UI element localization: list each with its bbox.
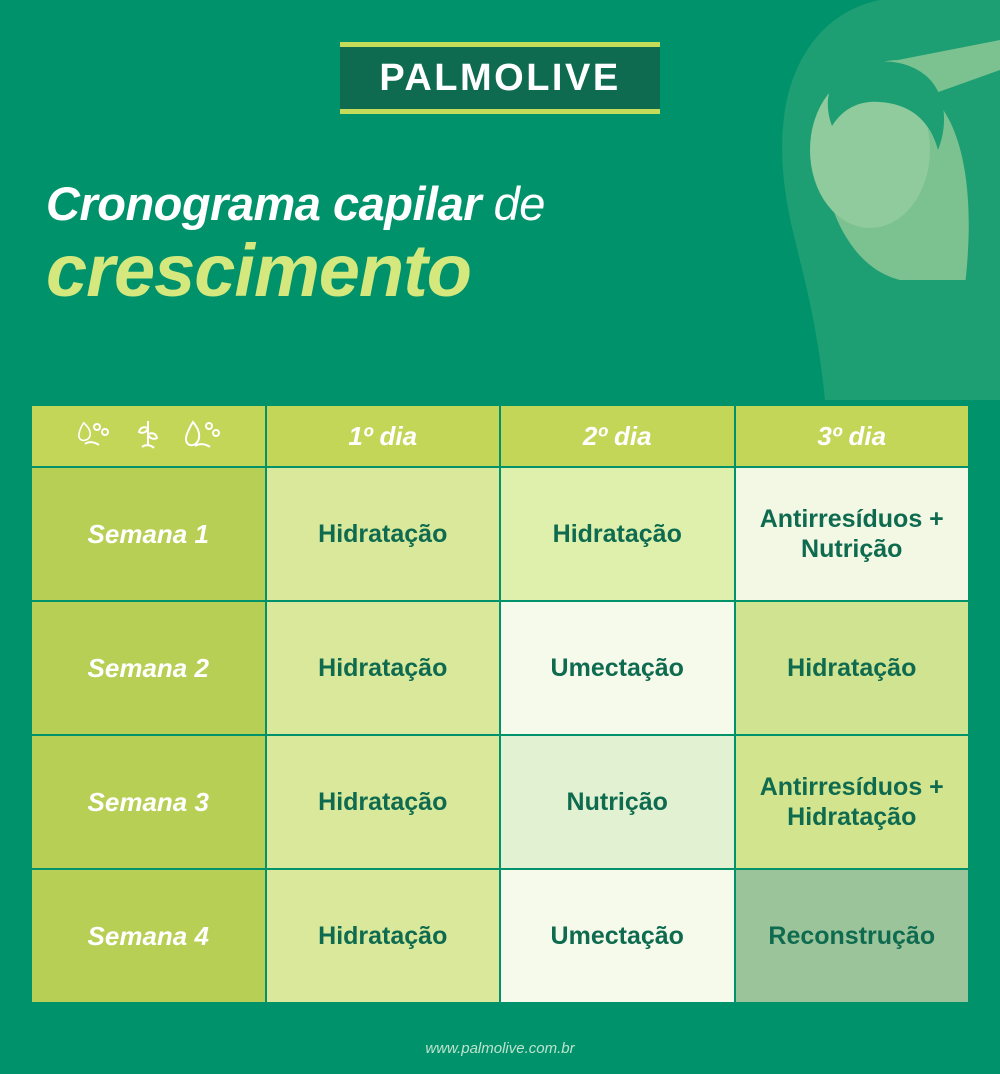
water-drop-hair-icon	[75, 418, 111, 455]
title-line-1	[46, 178, 706, 230]
logo-text: PALMOLIVE	[379, 56, 621, 99]
table-header-day-2: 2º dia	[501, 406, 734, 466]
header-icons-cell	[32, 406, 265, 466]
week-label-4: Semana 4	[32, 870, 265, 1002]
footer-website[interactable]: www.palmolive.com.br	[425, 1040, 575, 1057]
cell-w1-d3: Antirresíduos + Nutrição	[736, 468, 969, 600]
table-row	[32, 468, 968, 600]
page-title	[46, 177, 706, 312]
cell-w3-d1: Hidratação	[267, 736, 500, 868]
title-line-1-thin: de	[493, 177, 545, 230]
cell-w1-d1: Hidratação	[267, 468, 500, 600]
week-label-2: Semana 2	[32, 602, 265, 734]
cell-w1-d2: Hidratação	[501, 468, 734, 600]
hair-schedule-table	[30, 404, 970, 1004]
nutrition-hair-icon	[133, 418, 163, 455]
repair-hair-icon	[185, 418, 221, 455]
palmolive-logo	[340, 42, 660, 114]
table-header-day-3: 3º dia	[736, 406, 969, 466]
title-line-1-bold: Cronograma capilar	[46, 177, 482, 230]
table-row	[32, 870, 968, 1002]
cell-w4-d2: Umectação	[501, 870, 734, 1002]
cell-w3-d2: Nutrição	[501, 736, 734, 868]
week-label-1: Semana 1	[32, 468, 265, 600]
week-label-3: Semana 3	[32, 736, 265, 868]
title-line-2: crescimento	[46, 228, 471, 312]
table-header-day-1: 1º dia	[267, 406, 500, 466]
cell-w2-d3: Hidratação	[736, 602, 969, 734]
cell-w2-d1: Hidratação	[267, 602, 500, 734]
table-row	[32, 736, 968, 868]
cell-w3-d3: Antirresíduos + Hidratação	[736, 736, 969, 868]
cell-w4-d3: Reconstrução	[736, 870, 969, 1002]
cell-w4-d1: Hidratação	[267, 870, 500, 1002]
table-header-row	[32, 406, 968, 466]
cell-w2-d2: Umectação	[501, 602, 734, 734]
table-row	[32, 602, 968, 734]
